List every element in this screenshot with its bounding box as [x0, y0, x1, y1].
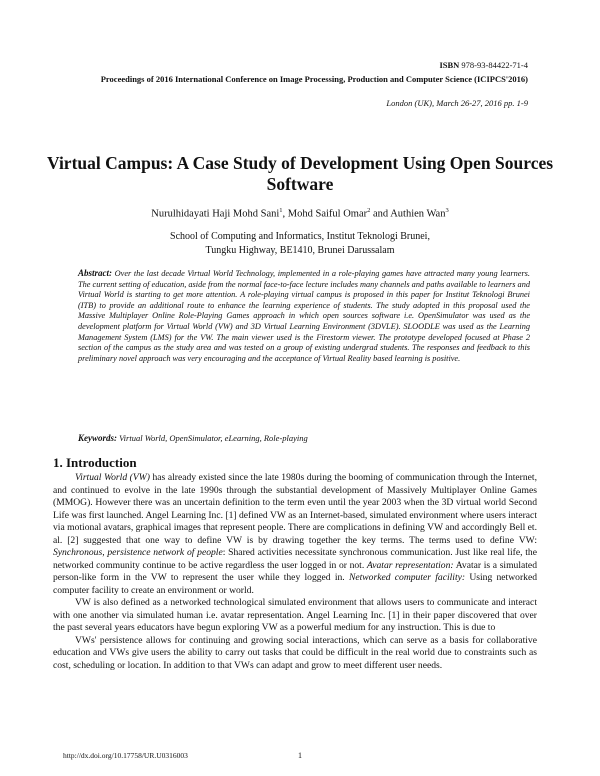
isbn-number: 978-93-84422-71-4 [459, 60, 528, 70]
term-networked: Networked computer facility: [348, 572, 466, 583]
paragraph-text: Avatar is a simulated person-like form in the VW to represent the user while they logged in. [53, 559, 537, 583]
author-2-mark: 2 [367, 207, 371, 214]
affiliation-line-1: School of Computing and Informatics, Institut Teknologi Brunei, [170, 231, 430, 242]
page-number: 1 [298, 751, 302, 760]
section-heading: 1. Introduction [53, 455, 137, 470]
author-list [0, 207, 600, 220]
keywords [78, 433, 308, 443]
proceedings-line: Proceedings of 2016 International Conference on Image Processing, Production and Computer Science (ICIPCS'2016) [100, 74, 528, 84]
author-separator: , [282, 208, 288, 220]
abstract-text: Over the last decade Virtual World Technology, implemented in a role-playing games have attracted many young learners. The current setting of education, aside from the normal face-to-face lecture includes many channels and paths available to learners and Virtual World is starting to get more attention. A role-playing virtual campus is proposed in this paper for Institut Teknologi Brunei (ITB) to provide an additional route to enhance the learning experience of students. The study adopted in this proposal used the Massive Multiplayer Online Role-Playing Games approach in which open sources software i.e. OpenSimulator was used as the development platform for Virtual World (VW) and 3D Virtual Learning Environment (3DVLE). SLOODLE was used as the Learning Management System (LMS) for the VW. The main viewer used is the Firestorm viewer. The prototype developed focused at Phase 2 section of the campus as the study area and was tested on a group of existing undergrad students. The responses and feedback to this preliminary novel approach was very encouraging and the acceptance of Virtual Reality based learning is positive. [78, 269, 530, 363]
paper-title: Virtual Campus: A Case Study of Development Using Open Sources Software [46, 153, 554, 194]
paragraph-text: : Shared activities necessitate synchronous communication. Just like real life, the networked community continue to be active regardless the user logged in or not. [53, 547, 537, 571]
author-1: Nurulhidayati Haji Mohd Sani [151, 208, 280, 220]
author-3: Authien Wan [390, 208, 446, 220]
affiliation-line-2: Tungku Highway, BE1410, Brunei Darussalam [205, 244, 395, 256]
abstract-label: Abstract: [78, 268, 113, 278]
abstract [78, 268, 530, 364]
paragraph-2: VW is also defined as a networked technological simulated environment that allows users to communicate and interact with one another via simulated human i.e. avatar representation. Angel Learning Inc. [1] in their paper discovered that over the past several years educators have begun exploring VW as a powerful medium for any instruction. This is due to [53, 597, 537, 633]
isbn-label: ISBN [439, 60, 460, 70]
author-2: Mohd Saiful Omar [287, 208, 368, 220]
term-avatar: Avatar representation: [366, 559, 454, 571]
paragraph-text: has already existed since the late 1980s during the booming of communication through the Internet, and continued to evolve in the late 1990s through the substantial development of Massively Multiplayer Online Games (MMOG). However there was an uncertain definition to the term even until the year 2003 when the 3D virtual world Second Life was first launched. Angel Learning Inc. [1] defined VW as an Internet-based, simulated environment where users interact via motional avatars, graphical images that represent people. There are complications in defining VW and accordingly Bell et. al. [2] suggested that one way to define VW is by drawing together the key terms. The terms used to define VW: [53, 472, 537, 546]
keywords-label: Keywords: [78, 433, 117, 443]
paragraph-1 [53, 472, 537, 597]
author-separator: and [370, 208, 391, 220]
paragraph-3: VWs' persistence allows for continuing and growing social interactions, which can serve as a basis for collaborative education and VWs give users the ability to carry out tasks that could be difficult in the real world due to constraints such as cost, scheduling or location. In addition to that VWs can adapt and grow to meet different user needs. [53, 634, 537, 671]
isbn-line [439, 60, 528, 70]
author-1-mark: 1 [279, 207, 283, 214]
paragraph-text: Using networked computer facility to create an environment or world. [53, 572, 537, 596]
affiliation [0, 230, 600, 257]
section-body [53, 472, 537, 672]
author-3-mark: 3 [445, 207, 449, 214]
footer-doi: http://dx.doi.org/10.17758/UR.U0316003 [63, 751, 188, 760]
term-synchronous: Synchronous, persistence network of people [53, 547, 223, 558]
venue-line: London (UK), March 26-27, 2016 pp. 1-9 [386, 98, 528, 108]
term-virtual-world: Virtual World (VW) [75, 472, 150, 483]
keywords-text: Virtual World, OpenSimulator, eLearning, Role-playing [117, 433, 308, 443]
